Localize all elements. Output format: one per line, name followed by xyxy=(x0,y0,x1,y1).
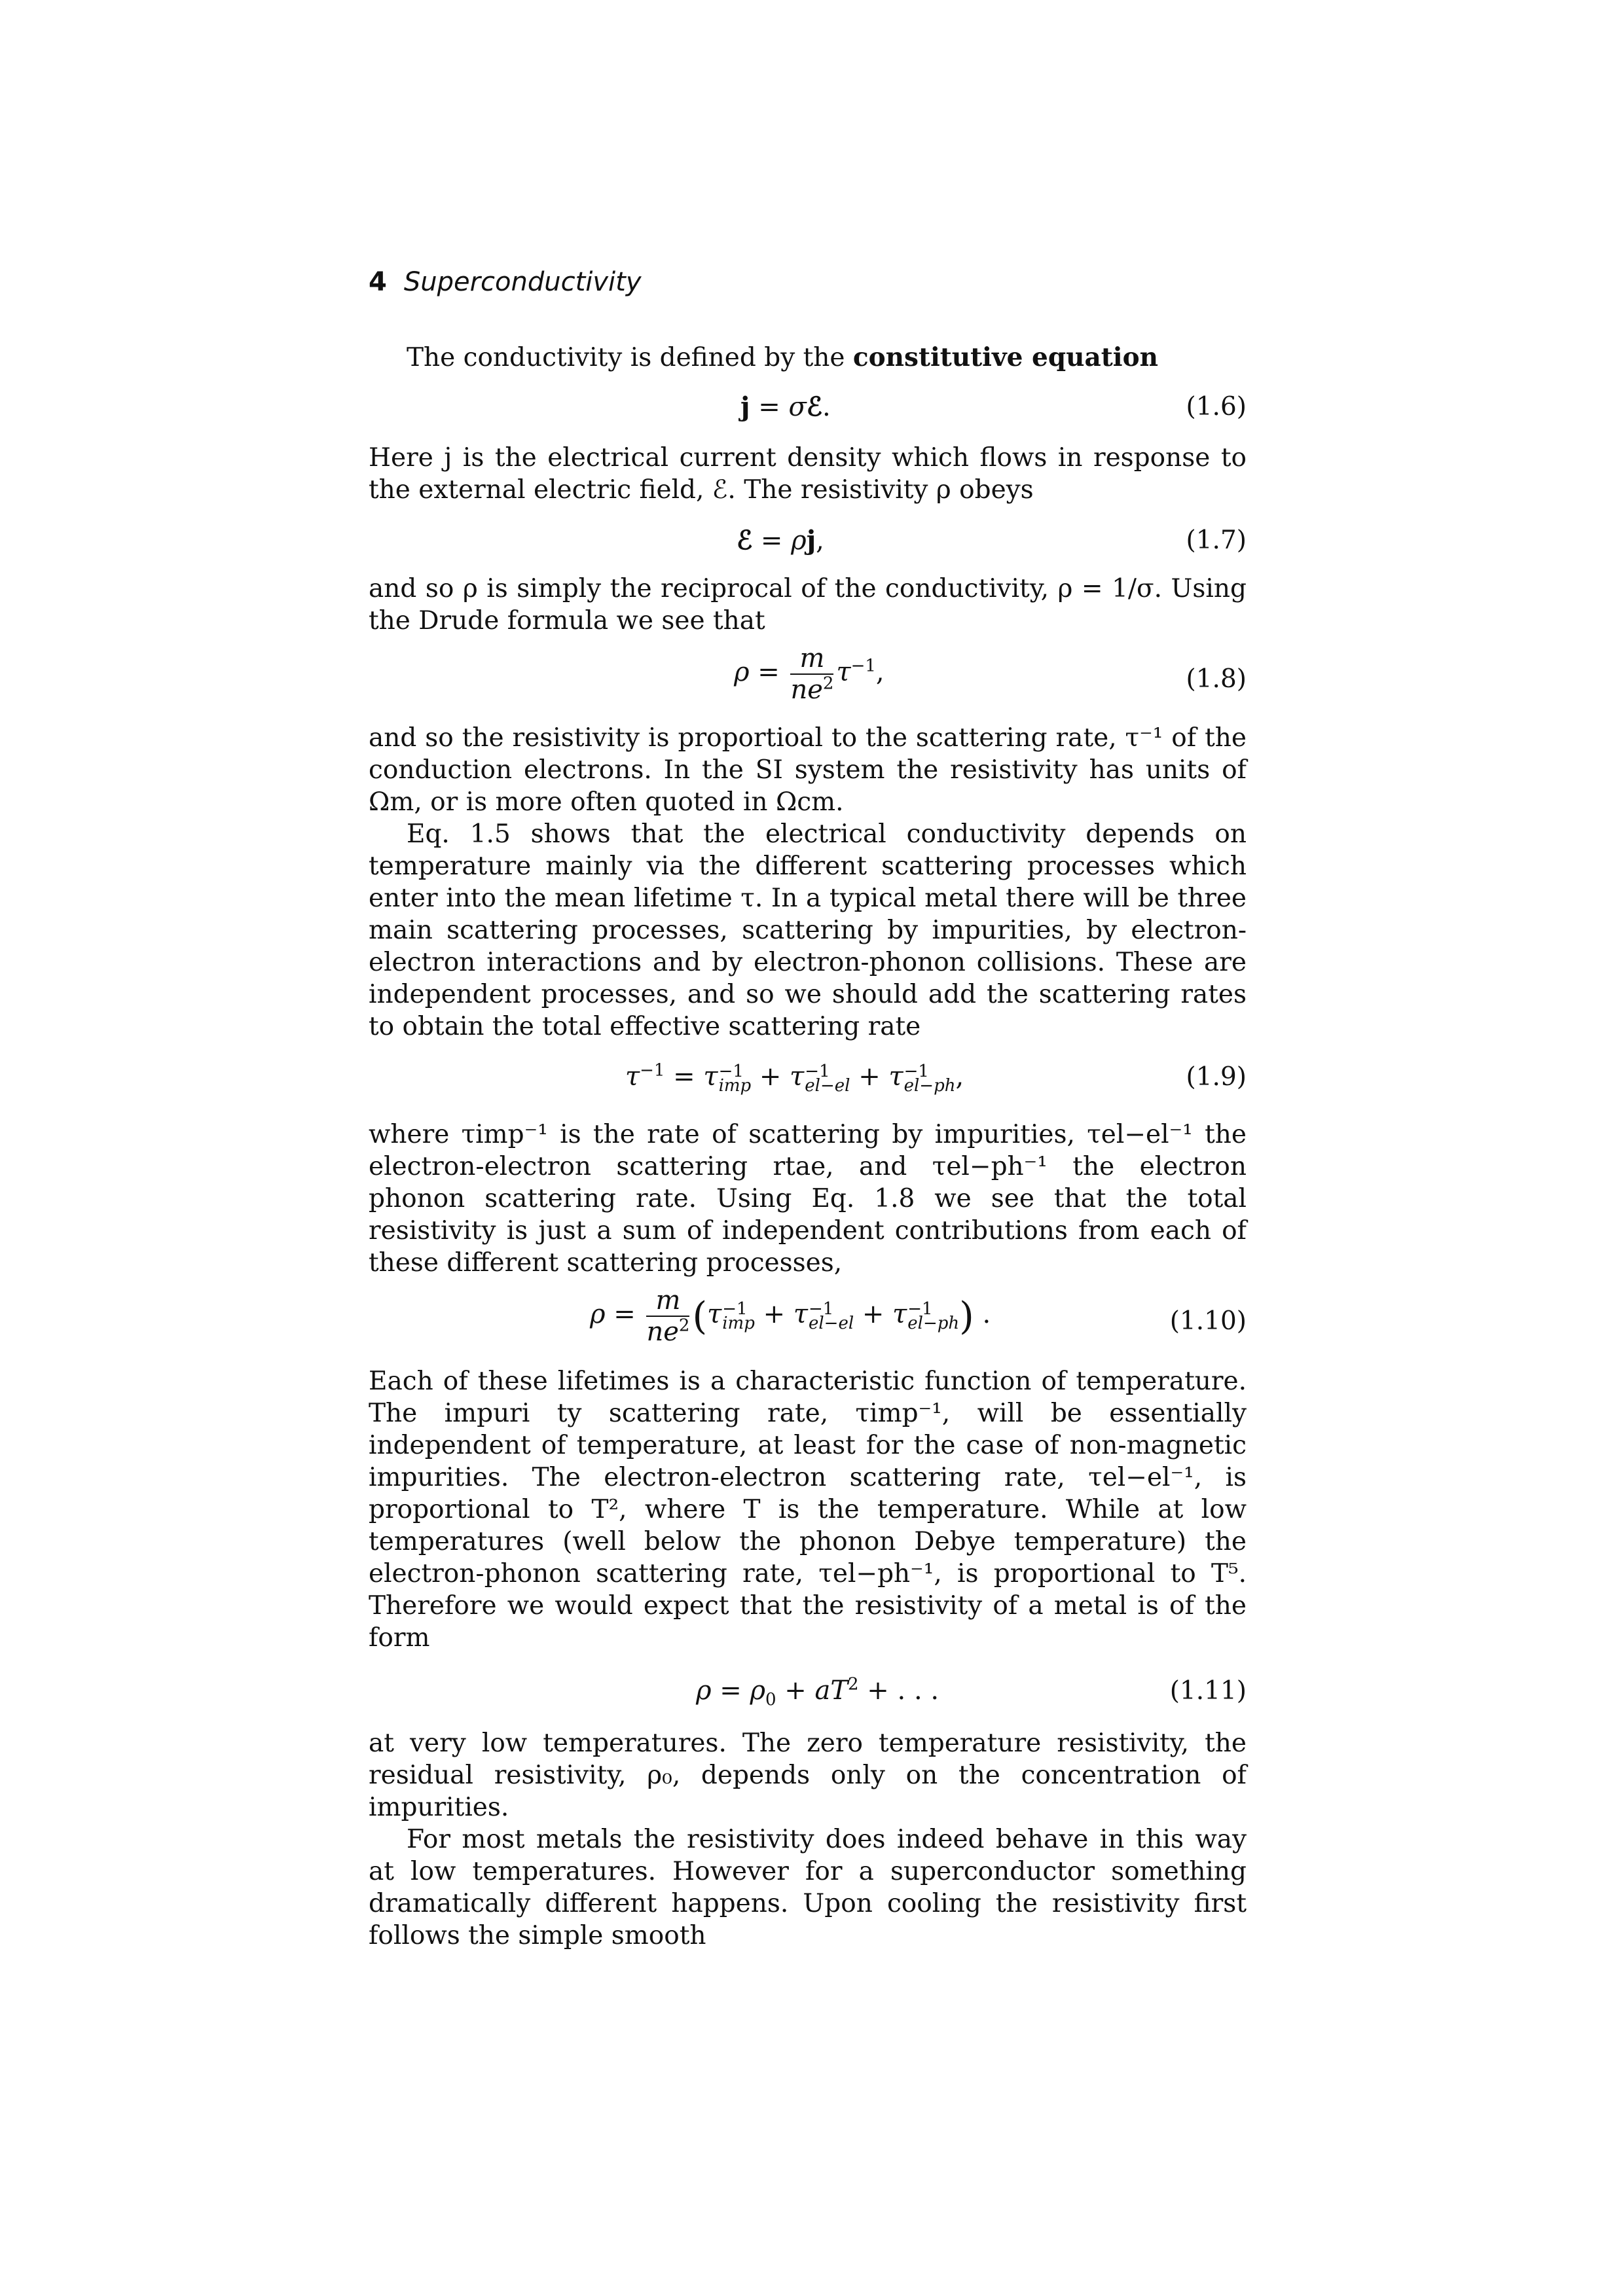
equation-number: (1.8) xyxy=(1186,664,1247,694)
equation-number: (1.9) xyxy=(1186,1062,1247,1092)
paragraph-4: and so the resistivity is proportioal to the scattering rate, τ⁻¹ of the conduction electrons. In the SI system the resistivity has units of Ωm, or is more often quoted in Ωcm. xyxy=(369,723,1247,817)
paragraph-1: The conductivity is defined by the constitutive equation xyxy=(407,342,1158,372)
paragraph-2: Here j is the electrical current density which flows in response to the external electric field, ℰ. The resistivity ρ obeys xyxy=(369,443,1247,505)
paragraph-6: where τimp⁻¹ is the rate of scattering by impurities, τel−el⁻¹ the electron-electron scattering rtae, and τel−ph⁻¹ the electron phonon scattering rate. Using Eq. 1.8 we see that the total resistivity is just a sum of independent contributions from each of these different scattering processes, xyxy=(369,1120,1247,1278)
equation-1-8: ρ = $\frac{m}{ne^2}$ $\tau^{-1}$, (1.8) xyxy=(734,643,1247,705)
page-number: 4 xyxy=(369,267,387,297)
equation-1-6: j = σℰ. (1.6) xyxy=(740,391,1247,422)
equation-number: (1.10) xyxy=(1169,1306,1247,1336)
bold-term: constitutive equation xyxy=(852,342,1158,372)
equation-number: (1.11) xyxy=(1169,1676,1247,1706)
paragraph-7: Each of these lifetimes is a characteristic function of temperature. The impuri ty scattering rate, τimp⁻¹, will be essentially independent of temperature, at least for the case of non-magnetic impurities. The electron-electron scattering rate, τel−el⁻¹, is proportional to T², where T is the temperature. While at low temperatures (well below the phonon Debye temperature) the electron-phonon scattering rate, τel−ph⁻¹, is proportional to T⁵. Therefore we would expect that the resistivity of a metal is of the form xyxy=(369,1367,1247,1653)
running-title: Superconductivity xyxy=(403,267,642,297)
paragraph-8: at very low temperatures. The zero temperature resistivity, the residual resistivity, ρ₀, depends only on the concentration of impurities. xyxy=(369,1729,1247,1822)
equation-1-10: ρ = $\frac{m}{ne^2}$ (τ −1 imp + τ −1 el−el + τ −1 el−ph ) . (1.10) xyxy=(590,1285,1247,1347)
equation-number: (1.7) xyxy=(1186,526,1247,555)
running-header xyxy=(369,267,642,297)
equation-number: (1.6) xyxy=(1186,392,1247,422)
paragraph-5: Eq. 1.5 shows that the electrical conductivity depends on temperature mainly via the different scattering processes which enter into the mean lifetime τ. In a typical metal there will be three main scattering processes, scattering by impurities, by electron-electron interactions and by electron-phonon collisions. These are independent processes, and so we should add the scattering rates to obtain the total effective scattering rate xyxy=(369,819,1247,1041)
equation-1-7: ℰ = ρj, (1.7) xyxy=(737,525,1247,556)
paragraph-3: and so ρ is simply the reciprocal of the conductivity, ρ = 1/σ. Using the Drude formula we see that xyxy=(369,574,1247,636)
paragraph-9: For most metals the resistivity does indeed behave in this way at low temperatures. However for a superconductor something dramatically different happens. Upon cooling the resistivity first follows the simple smooth xyxy=(369,1825,1247,1950)
equation-1-9: $\tau^{-1} = \tau$ −1 imp + τ −1 el−el + τ −1 el−ph , (1.9) xyxy=(625,1060,1247,1096)
body-text xyxy=(369,342,1247,1952)
equation-1-11: $\rho = \rho_0 + aT^2$ + . . . (1.11) xyxy=(696,1674,1247,1710)
